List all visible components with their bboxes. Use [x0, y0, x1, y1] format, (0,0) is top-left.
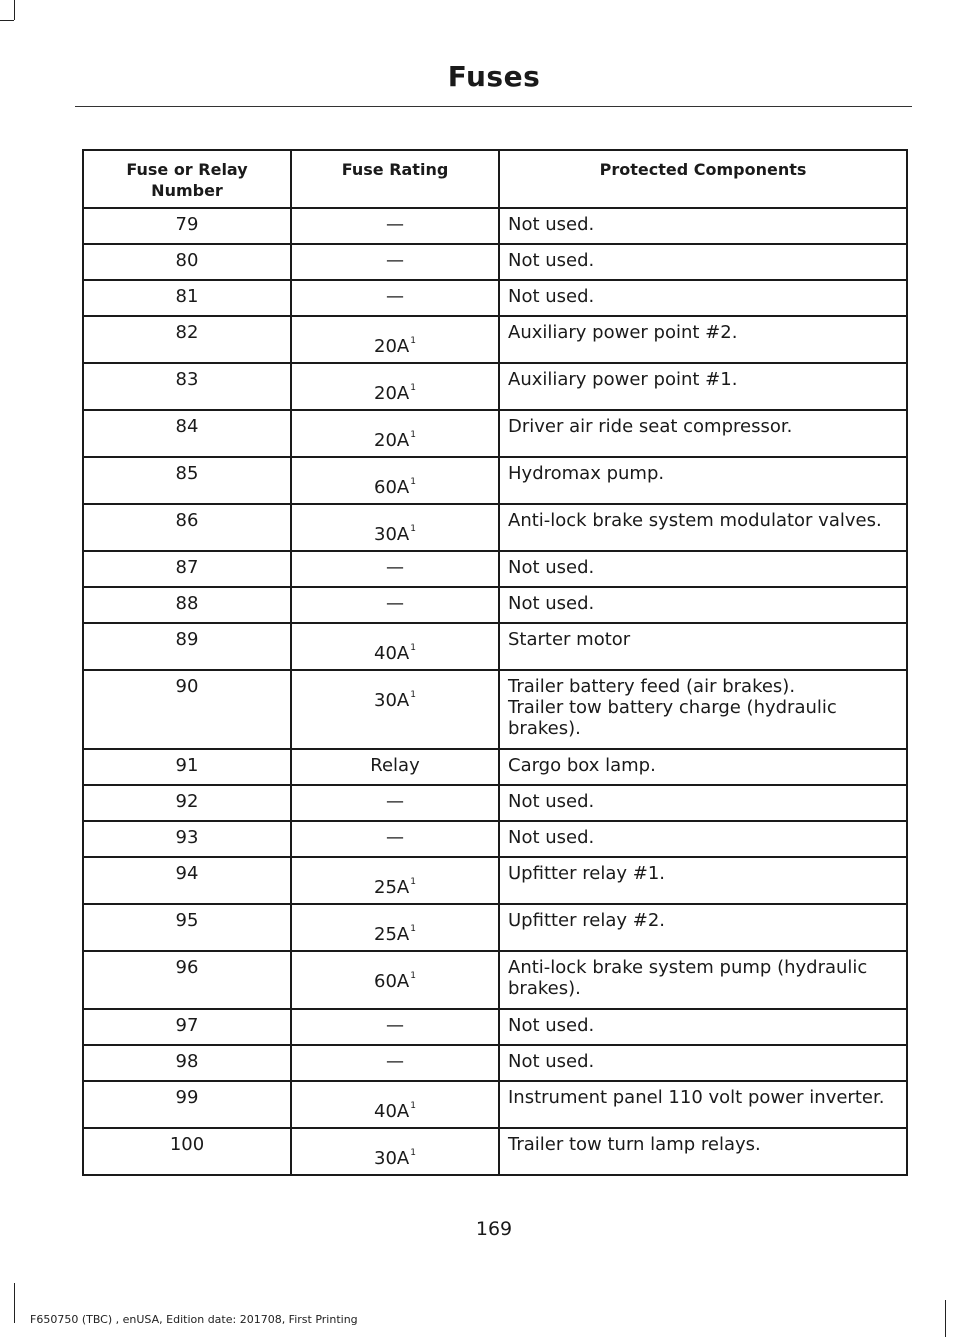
- fuse-table: [82, 149, 908, 1176]
- component-description: Not used.: [508, 286, 595, 307]
- fuse-rating-value: 40A: [374, 643, 410, 664]
- fuse-number-cell: 93: [83, 821, 291, 857]
- table-row: [83, 1009, 907, 1045]
- footnote-marker: 1: [410, 1101, 416, 1111]
- fuse-rating-value: —: [386, 827, 404, 848]
- fuse-rating-value: —: [386, 286, 404, 307]
- protected-components-cell: [499, 623, 907, 670]
- fuse-number-cell: 100: [83, 1128, 291, 1175]
- fuse-rating-value: —: [386, 1015, 404, 1036]
- fuse-rating-cell: [291, 457, 499, 504]
- protected-components-cell: [499, 1081, 907, 1128]
- protected-components-cell: [499, 857, 907, 904]
- footnote-marker: 1: [410, 690, 416, 700]
- fuse-rating-cell: [291, 587, 499, 623]
- table-row: [83, 316, 907, 363]
- crop-mark-top-left-h: [0, 20, 14, 21]
- component-description: Not used.: [508, 250, 595, 271]
- fuse-rating-cell: [291, 1081, 499, 1128]
- fuse-number-cell: 89: [83, 623, 291, 670]
- table-header-row: [83, 150, 907, 208]
- fuse-number-cell: 86: [83, 504, 291, 551]
- table-row: [83, 410, 907, 457]
- table-row: [83, 587, 907, 623]
- component-description: Anti-lock brake system pump (hydraulic brakes).: [508, 957, 868, 999]
- component-description: Upfitter relay #1.: [508, 863, 665, 884]
- fuse-rating-value: 40A: [374, 1101, 410, 1122]
- fuse-rating-value: 60A: [374, 971, 410, 992]
- protected-components-cell: [499, 280, 907, 316]
- component-description: Not used.: [508, 557, 595, 578]
- fuse-number-cell: 85: [83, 457, 291, 504]
- protected-components-cell: [499, 785, 907, 821]
- fuse-rating-value: Relay: [370, 755, 420, 776]
- fuse-rating-value: 30A: [374, 1148, 410, 1169]
- page-title: Fuses: [447, 60, 541, 93]
- table-row: [83, 670, 907, 749]
- fuse-rating-cell: [291, 951, 499, 1009]
- protected-components-cell: [499, 1045, 907, 1081]
- protected-components-cell: [499, 551, 907, 587]
- protected-components-cell: [499, 749, 907, 785]
- fuse-rating-cell: [291, 821, 499, 857]
- fuse-rating-cell: [291, 1009, 499, 1045]
- footnote-marker: 1: [410, 924, 416, 934]
- fuse-number-cell: 99: [83, 1081, 291, 1128]
- fuse-rating-value: 20A: [374, 336, 410, 357]
- table-row: [83, 821, 907, 857]
- component-description: Upfitter relay #2.: [508, 910, 665, 931]
- crop-mark-bottom-left-v: [14, 1283, 15, 1323]
- fuse-number-cell: 82: [83, 316, 291, 363]
- fuse-number-cell: 97: [83, 1009, 291, 1045]
- table-row: [83, 749, 907, 785]
- footnote-marker: 1: [410, 336, 416, 346]
- component-description: Not used.: [508, 827, 595, 848]
- protected-components-cell: [499, 951, 907, 1009]
- table-row: [83, 951, 907, 1009]
- protected-components-cell: [499, 821, 907, 857]
- fuse-rating-value: —: [386, 593, 404, 614]
- fuse-number-cell: 92: [83, 785, 291, 821]
- protected-components-cell: [499, 670, 907, 749]
- fuse-rating-cell: [291, 857, 499, 904]
- protected-components-cell: [499, 504, 907, 551]
- fuse-rating-cell: [291, 551, 499, 587]
- protected-components-cell: [499, 244, 907, 280]
- table-row: [83, 457, 907, 504]
- footnote-marker: 1: [410, 877, 416, 887]
- fuse-rating-cell: [291, 904, 499, 951]
- fuse-number-cell: 81: [83, 280, 291, 316]
- fuse-rating-cell: [291, 280, 499, 316]
- fuse-rating-value: 30A: [374, 524, 410, 545]
- fuse-rating-cell: [291, 1045, 499, 1081]
- fuse-rating-value: —: [386, 214, 404, 235]
- fuse-rating-value: 25A: [374, 924, 410, 945]
- fuse-rating-cell: [291, 1128, 499, 1175]
- fuse-number-cell: 95: [83, 904, 291, 951]
- column-header-rating: Fuse Rating: [291, 150, 499, 208]
- fuse-rating-value: —: [386, 250, 404, 271]
- table-row: [83, 857, 907, 904]
- component-description: Hydromax pump.: [508, 463, 665, 484]
- fuse-number-cell: 88: [83, 587, 291, 623]
- fuse-rating-value: 20A: [374, 430, 410, 451]
- crop-mark-top-left-v: [14, 0, 15, 20]
- fuse-number-cell: 79: [83, 208, 291, 244]
- table-row: [83, 1081, 907, 1128]
- footnote-marker: 1: [410, 430, 416, 440]
- fuse-number-cell: 90: [83, 670, 291, 749]
- column-header-number: Fuse or Relay Number: [83, 150, 291, 208]
- fuse-rating-cell: [291, 363, 499, 410]
- component-description: Anti-lock brake system modulator valves.: [508, 510, 882, 531]
- component-description: Auxiliary power point #1.: [508, 369, 738, 390]
- fuse-number-cell: 91: [83, 749, 291, 785]
- fuse-number-cell: 80: [83, 244, 291, 280]
- fuse-rating-cell: [291, 316, 499, 363]
- fuse-number-cell: 96: [83, 951, 291, 1009]
- fuse-rating-value: —: [386, 557, 404, 578]
- title-divider: [75, 106, 912, 107]
- footnote-marker: 1: [410, 971, 416, 981]
- fuse-number-cell: 94: [83, 857, 291, 904]
- table-row: [83, 1045, 907, 1081]
- table-row: [83, 504, 907, 551]
- column-header-components: Protected Components: [499, 150, 907, 208]
- protected-components-cell: [499, 316, 907, 363]
- component-description: Not used.: [508, 593, 595, 614]
- component-description: Not used.: [508, 1015, 595, 1036]
- table-row: [83, 280, 907, 316]
- footnote-marker: 1: [410, 477, 416, 487]
- component-description: Starter motor: [508, 629, 631, 650]
- fuse-rating-cell: [291, 785, 499, 821]
- fuse-number-cell: 84: [83, 410, 291, 457]
- component-description: Trailer battery feed (air brakes).: [508, 676, 796, 697]
- table-row: [83, 785, 907, 821]
- protected-components-cell: [499, 363, 907, 410]
- footnote-marker: 1: [410, 524, 416, 534]
- table-row: [83, 623, 907, 670]
- edition-footer: F650750 (TBC) , enUSA, Edition date: 201708, First Printing: [30, 1313, 358, 1326]
- component-description: Instrument panel 110 volt power inverter.: [508, 1087, 885, 1108]
- fuse-rating-value: 20A: [374, 383, 410, 404]
- protected-components-cell: [499, 208, 907, 244]
- fuse-rating-cell: [291, 208, 499, 244]
- component-description: Auxiliary power point #2.: [508, 322, 738, 343]
- fuse-rating-cell: [291, 504, 499, 551]
- component-description: Cargo box lamp.: [508, 755, 656, 776]
- crop-mark-bottom-right-v: [945, 1300, 946, 1337]
- fuse-rating-cell: [291, 623, 499, 670]
- table-row: [83, 551, 907, 587]
- fuse-rating-cell: [291, 410, 499, 457]
- table-row: [83, 363, 907, 410]
- table-row: [83, 244, 907, 280]
- protected-components-cell: [499, 587, 907, 623]
- table-row: [83, 904, 907, 951]
- protected-components-cell: [499, 457, 907, 504]
- footnote-marker: 1: [410, 643, 416, 653]
- component-description: Not used.: [508, 1051, 595, 1072]
- fuse-rating-value: —: [386, 1051, 404, 1072]
- protected-components-cell: [499, 410, 907, 457]
- footnote-marker: 1: [410, 1148, 416, 1158]
- component-description: Trailer tow battery charge (hydraulic brakes).: [508, 697, 837, 739]
- fuse-rating-value: 25A: [374, 877, 410, 898]
- fuse-number-cell: 87: [83, 551, 291, 587]
- fuse-rating-value: —: [386, 791, 404, 812]
- protected-components-cell: [499, 1128, 907, 1175]
- fuse-rating-cell: [291, 670, 499, 749]
- component-description: Driver air ride seat compressor.: [508, 416, 793, 437]
- table-row: [83, 1128, 907, 1175]
- footnote-marker: 1: [410, 383, 416, 393]
- fuse-rating-cell: [291, 749, 499, 785]
- page-number: 169: [475, 1218, 513, 1240]
- fuse-number-cell: 98: [83, 1045, 291, 1081]
- component-description: Not used.: [508, 214, 595, 235]
- table-row: [83, 208, 907, 244]
- fuse-rating-value: 60A: [374, 477, 410, 498]
- fuse-number-cell: 83: [83, 363, 291, 410]
- protected-components-cell: [499, 1009, 907, 1045]
- fuse-rating-cell: [291, 244, 499, 280]
- fuse-rating-value: 30A: [374, 690, 410, 711]
- component-description: Trailer tow turn lamp relays.: [508, 1134, 761, 1155]
- protected-components-cell: [499, 904, 907, 951]
- component-description: Not used.: [508, 791, 595, 812]
